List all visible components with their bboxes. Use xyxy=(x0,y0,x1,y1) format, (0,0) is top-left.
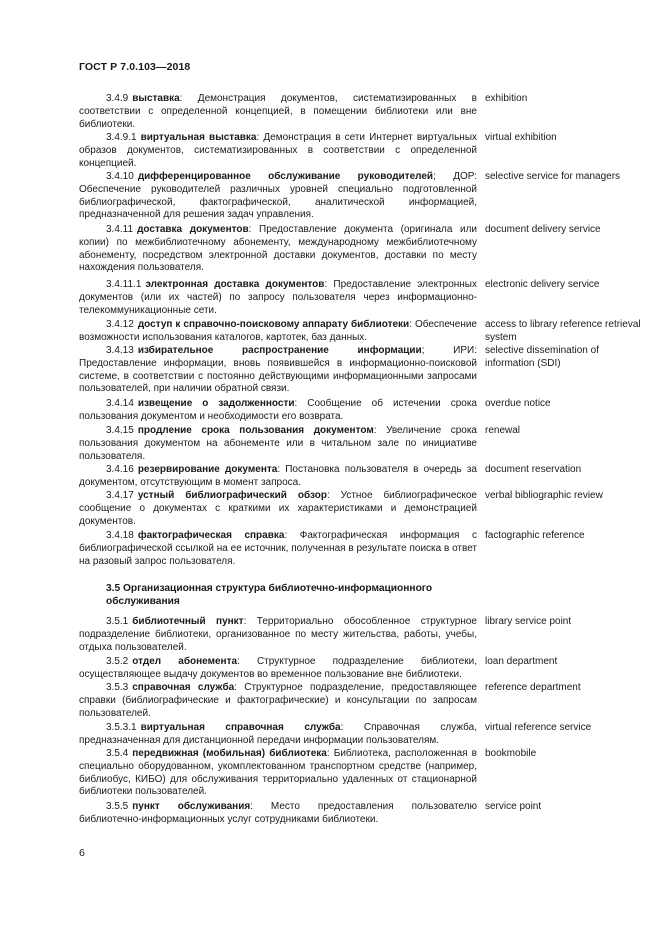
term-entry xyxy=(79,490,639,528)
term-definition xyxy=(79,93,477,131)
term-english: loan department xyxy=(485,656,558,667)
term-entry xyxy=(79,656,639,682)
term-definition xyxy=(79,464,477,490)
term-number: 3.5.3 xyxy=(106,682,129,693)
term-definition xyxy=(79,132,477,170)
term-number: 3.4.16 xyxy=(106,464,134,475)
term-name: электронная доставка документов xyxy=(145,279,325,290)
term-name: отдел абонемента xyxy=(132,656,238,667)
term-english: virtual exhibition xyxy=(485,132,557,143)
term-definition xyxy=(79,279,477,317)
term-name: виртуальная выставка xyxy=(140,132,257,143)
term-definition xyxy=(79,319,477,345)
term-text: ; ИРИ: Предоставление информации, вновь появившейся в информационно-поисковой системе, в соответствии с постоянно действующими информационными запросами пользователей, при наличии обратной связи. xyxy=(79,345,477,395)
term-english: reference department xyxy=(485,682,581,693)
term-entry xyxy=(79,171,639,222)
term-entry xyxy=(79,279,639,317)
term-text: : Предоставление документа (оригинала или копии) по межбиблиотечному абонементу, международному межбиблиотечному абонементу, посредством электронной доставки документов, доставки по месту нахождения пользователя. xyxy=(79,224,478,274)
term-english: exhibition xyxy=(485,93,528,104)
term-number: 3.4.13 xyxy=(106,345,134,356)
term-definition xyxy=(79,425,477,463)
term-english: electronic delivery service xyxy=(485,279,600,290)
term-name: доступ к справочно-поисковому аппарату библиотеки xyxy=(137,319,410,330)
term-entry xyxy=(79,398,639,424)
term-text: : Территориально обособленное структурное подразделение библиотеки, организованное по месту жительства, работы, учебы, отдыха пользователей. xyxy=(79,616,477,653)
term-number: 3.4.10 xyxy=(106,171,134,182)
term-name: библиотечный пункт xyxy=(132,616,244,627)
term-text: : Структурное подразделение библиотеки, осуществляющее выдачу документов во временное пользование вне библиотеки. xyxy=(79,656,477,680)
page-number: 6 xyxy=(79,847,85,859)
term-english: factographic reference xyxy=(485,530,585,541)
term-number: 3.5.5 xyxy=(106,801,129,812)
term-definition xyxy=(79,530,477,568)
term-name: извещение о задолженности xyxy=(137,398,295,409)
term-number: 3.4.11.1 xyxy=(106,279,142,290)
term-name: выставка xyxy=(132,93,180,104)
section-heading: 3.5 Организационная структура библиотечно-информационного обслуживания xyxy=(106,583,433,607)
term-english: verbal bibliographic review xyxy=(485,490,603,501)
term-name: дифференцированное обслуживание руководителей xyxy=(137,171,434,182)
term-definition xyxy=(79,616,477,654)
term-text: : Место предоставления пользователю библиотечно-информационных услуг сотрудниками библиотеки. xyxy=(79,801,477,825)
term-name: резервирование документа xyxy=(137,464,278,475)
term-entry xyxy=(79,530,639,568)
term-name: передвижная (мобильная) библиотека xyxy=(132,748,327,759)
term-name: виртуальная справочная служба xyxy=(140,722,341,733)
term-number: 3.5.2 xyxy=(106,656,129,667)
term-definition xyxy=(79,224,477,275)
term-english: document reservation xyxy=(485,464,582,475)
term-text: : Устное библиографическое сообщение о документах с краткими их характеристиками и демонстрацией документов. xyxy=(79,490,477,527)
term-definition xyxy=(79,490,477,528)
term-number: 3.4.12 xyxy=(106,319,134,330)
term-text: : Предоставление электронных документов (или их частей) по запросу пользователя через информационно-телекоммуникационные сети. xyxy=(79,279,477,316)
term-name: фактографическая справка xyxy=(137,530,285,541)
term-english: selective dissemination of information (SDI) xyxy=(485,345,599,369)
term-english: selective service for managers xyxy=(485,171,621,182)
term-text: ; ДОР: Обеспечение руководителей различных уровней специально подготовленной библиографической, фактографической, аналитической информацией, предназначенной для решения задач управления. xyxy=(79,171,477,221)
term-text: : Сообщение об истечении срока пользования документом и необходимости его возврата. xyxy=(79,398,477,422)
term-definition xyxy=(79,722,477,748)
term-number: 3.4.15 xyxy=(106,425,134,436)
term-number: 3.4.9.1 xyxy=(106,132,137,143)
term-english: overdue notice xyxy=(485,398,551,409)
term-english: document delivery service xyxy=(485,224,601,235)
term-text: : Справочная служба, предназначенная для дистанционной передачи информации пользователям. xyxy=(79,722,477,746)
term-entry xyxy=(79,425,639,463)
term-english: library service point xyxy=(485,616,572,627)
document-header: ГОСТ Р 7.0.103—2018 xyxy=(79,61,191,73)
term-entry xyxy=(79,319,639,345)
term-entry xyxy=(79,722,639,748)
term-number: 3.4.17 xyxy=(106,490,134,501)
term-definition xyxy=(79,748,477,799)
term-name: продление срока пользования документом xyxy=(137,425,374,436)
term-definition xyxy=(79,682,477,720)
term-english: service point xyxy=(485,801,542,812)
term-name: устный библиографический обзор xyxy=(137,490,327,501)
term-entry xyxy=(79,224,639,275)
term-entry xyxy=(79,345,639,396)
term-entry xyxy=(79,682,639,720)
term-english: access to library reference retrieval system xyxy=(485,319,641,343)
term-text: : Увеличение срока пользования документом на абонементе или в читальном зале по инициативе пользователя. xyxy=(79,425,477,462)
term-entry xyxy=(79,748,639,799)
term-definition xyxy=(79,171,477,222)
term-name: доставка документов xyxy=(137,224,249,235)
term-text: : Обеспечение возможности использования каталогов, картотек, баз данных. xyxy=(79,319,477,343)
term-number: 3.4.9 xyxy=(106,93,129,104)
term-definition xyxy=(79,345,477,396)
term-name: справочная служба xyxy=(132,682,235,693)
term-text: : Библиотека, расположенная в специально оборудованном, укомплектованном транспортном средстве (например, библиобус, КИБО) для обслуживания территориально удаленных от стационарной библиотеки пользователей. xyxy=(79,748,477,798)
term-number: 3.4.11 xyxy=(106,224,134,235)
term-entry xyxy=(79,132,639,170)
term-definition xyxy=(79,398,477,424)
term-number: 3.5.3.1 xyxy=(106,722,137,733)
term-number: 3.5.4 xyxy=(106,748,129,759)
term-number: 3.4.14 xyxy=(106,398,134,409)
term-text: : Структурное подразделение, предоставляющее справки (библиографические и фактографические) и консультации по запросам пользователей. xyxy=(79,682,477,719)
term-text: : Демонстрация в сети Интернет виртуальных образов документов, систематизированных в соответствии с определенной концепцией. xyxy=(79,132,478,169)
term-text: : Фактографическая информация с библиографической ссылкой на ее источник, полученная в результате поиска в ответ на разовый запрос пользователя. xyxy=(79,530,477,567)
term-definition xyxy=(79,656,477,682)
term-number: 3.5.1 xyxy=(106,616,129,627)
term-name: пункт обслуживания xyxy=(132,801,251,812)
term-english: renewal xyxy=(485,425,521,436)
term-definition xyxy=(79,801,477,827)
term-number: 3.4.18 xyxy=(106,530,134,541)
term-entry xyxy=(79,93,639,131)
term-name: избирательное распространение информации xyxy=(137,345,422,356)
term-english: bookmobile xyxy=(485,748,537,759)
term-text: : Демонстрация документов, систематизированных в соответствии с определенной концепцией, в помещении библиотеки или вне библиотеки. xyxy=(79,93,477,130)
term-entry xyxy=(79,801,639,827)
term-english: virtual reference service xyxy=(485,722,592,733)
term-entry xyxy=(79,616,639,654)
term-text: : Постановка пользователя в очередь за документом, отсутствующим в момент запроса. xyxy=(79,464,477,488)
term-entry xyxy=(79,464,639,490)
